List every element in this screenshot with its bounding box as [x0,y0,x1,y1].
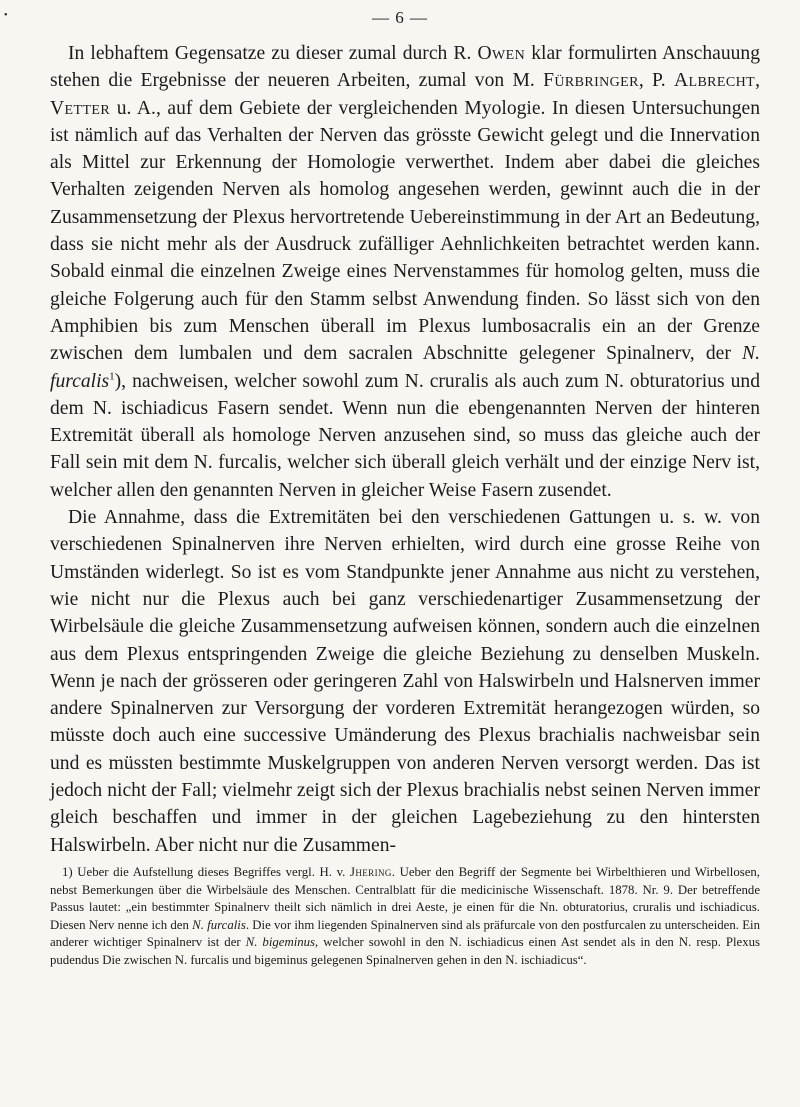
paragraph-1 [50,40,760,504]
author-name: Vetter [50,97,111,119]
page-number: — 6 — [372,8,428,27]
text-run: ), nachweisen, welcher sowohl zum N. cruralis als auch zum N. obturatorius und dem N. ischiadicus Fasern sendet. Wenn nun die ebengenannten Nerven der hinteren Extremität überall als homologe Nerven anzusehen sind, so muss das gleiche auch der Fall sein mit dem N. furcalis, welcher sich überall gleich verhält und der einzige Nerv ist, welcher allen den genannten Nerven in gleicher Weise Fasern zusendet. [50,370,760,501]
italic-term: N. bigeminus [245,935,316,950]
italic-term: N. furcalis [192,917,246,932]
paragraph-2: Die Annahme, dass die Extremitäten bei den verschiedenen Gattungen u. s. w. von verschiedenen Spinalnerven ihre Nerven erhielten, wird durch eine grosse Reihe von Umständen widerlegt. So ist es vom Standpunkte jener Annahme aus nicht zu verstehen, wie nicht nur die Plexus auch bei ganz verschiedenartiger Zusammensetzung der Wirbelsäule die gleiche Zusammensetzung aufweisen können, sondern auch die einzelnen aus dem Plexus entspringenden Zweige die gleiche Beziehung zu denselben Muskeln. Wenn je nach der grösseren oder geringeren Zahl von Halswirbeln und Halsnerven immer andere Spinalnerven zur Versorgung der vorderen Extremität herangezogen würden, so müsste doch auch eine successive Umänderung des Plexus brachialis nachweisbar sein und es müssten bestimmte Muskelgruppen von anderen Nerven versorgt werden. Das ist jedoch nicht der Fall; vielmehr zeigt sich der Plexus brachialis nebst seinen Nerven immer gleich beschaffen und immer in der gleichen Lagebeziehung zu den hintersten Halswirbeln. Aber nicht nur die Zusammen- [50,507,760,856]
text-run: . Ueber den Begriff der Segmente bei Wirbelthieren und Wirbellosen, nebst Bemerkungen über die Wirbelsäule des Menschen. Centralblatt für die medicinische Wissenschaft. 1878. Nr. 9. Der betreffende Passus lautet: „ein bestimmter Spinalnerv theilt sich nämlich in drei Aeste, je einen für die Nn. obturatorius, cruralis und ischiadicus. Diesen Nerv nenne ich den [50,865,760,932]
footnote [50,864,760,970]
text-run: u. A., auf dem Gebiete der vergleichenden Myologie. In diesen Untersuchungen ist nämlich auf das Verhalten der Nerven das grösste Gewicht gelegt und die Innervation als Mittel zur Erkennung der Homologie verwerthet. Indem aber dabei die gleiches Verhalten zeigenden Nerven als homolog angesehen werden, gewinnt auch die in der Zusammensetzung der Plexus hervortretende Uebereinstimmung in der Art an Bedeutung, dass sie nicht mehr als der Ausdruck zufälliger Aehnlichkeiten betrachtet werden kann. Sobald einmal die einzelnen Zweige eines Nervenstammes für homolog gelten, muss die gleiche Folgerung auch für den Stamm selbst Anwendung finden. So lässt sich von den Amphibien bis zum Menschen überall im Plexus lumbosacralis ein an der Grenze zwischen dem lumbalen und dem sacralen Abschnitte gelegener Spinalnerv, der [50,97,760,365]
text-run: 1) Ueber die Aufstellung dieses Begriffes vergl. H. v. [62,865,350,879]
corner-mark: • [4,10,8,21]
text-run: . Die vor ihm liegenden Spinalnerven sind als präfurcale von den postfurcalen zu unterscheiden. Ein anderer wichtiger Spinalnerv ist der [50,917,761,950]
author-name: Fürbringer [543,70,639,92]
author-name: Owen [477,43,526,64]
text-run: klar formulirten Anschauung stehen die Ergebnisse der neueren Arbeiten, zumal von M. [50,43,761,92]
text-run: In lebhaftem Gegensatze zu dieser zumal durch R. [68,43,478,64]
text-run: , welcher sowohl in den N. ischiadicus einen Ast sendet als in den N. resp. Plexus pudendus Die zwischen N. furcalis und bigeminus gelegenen Spinalnerven gehen in den N. ischiadicus“. [50,935,760,967]
author-name: Jhering [350,865,392,879]
body-text [50,40,760,859]
text-run: , P. [638,70,674,92]
italic-term: N. furcalis [50,343,760,392]
footnote-marker[interactable]: 1 [109,370,115,383]
text-run: , [755,70,760,92]
author-name: Albrecht [673,70,756,92]
